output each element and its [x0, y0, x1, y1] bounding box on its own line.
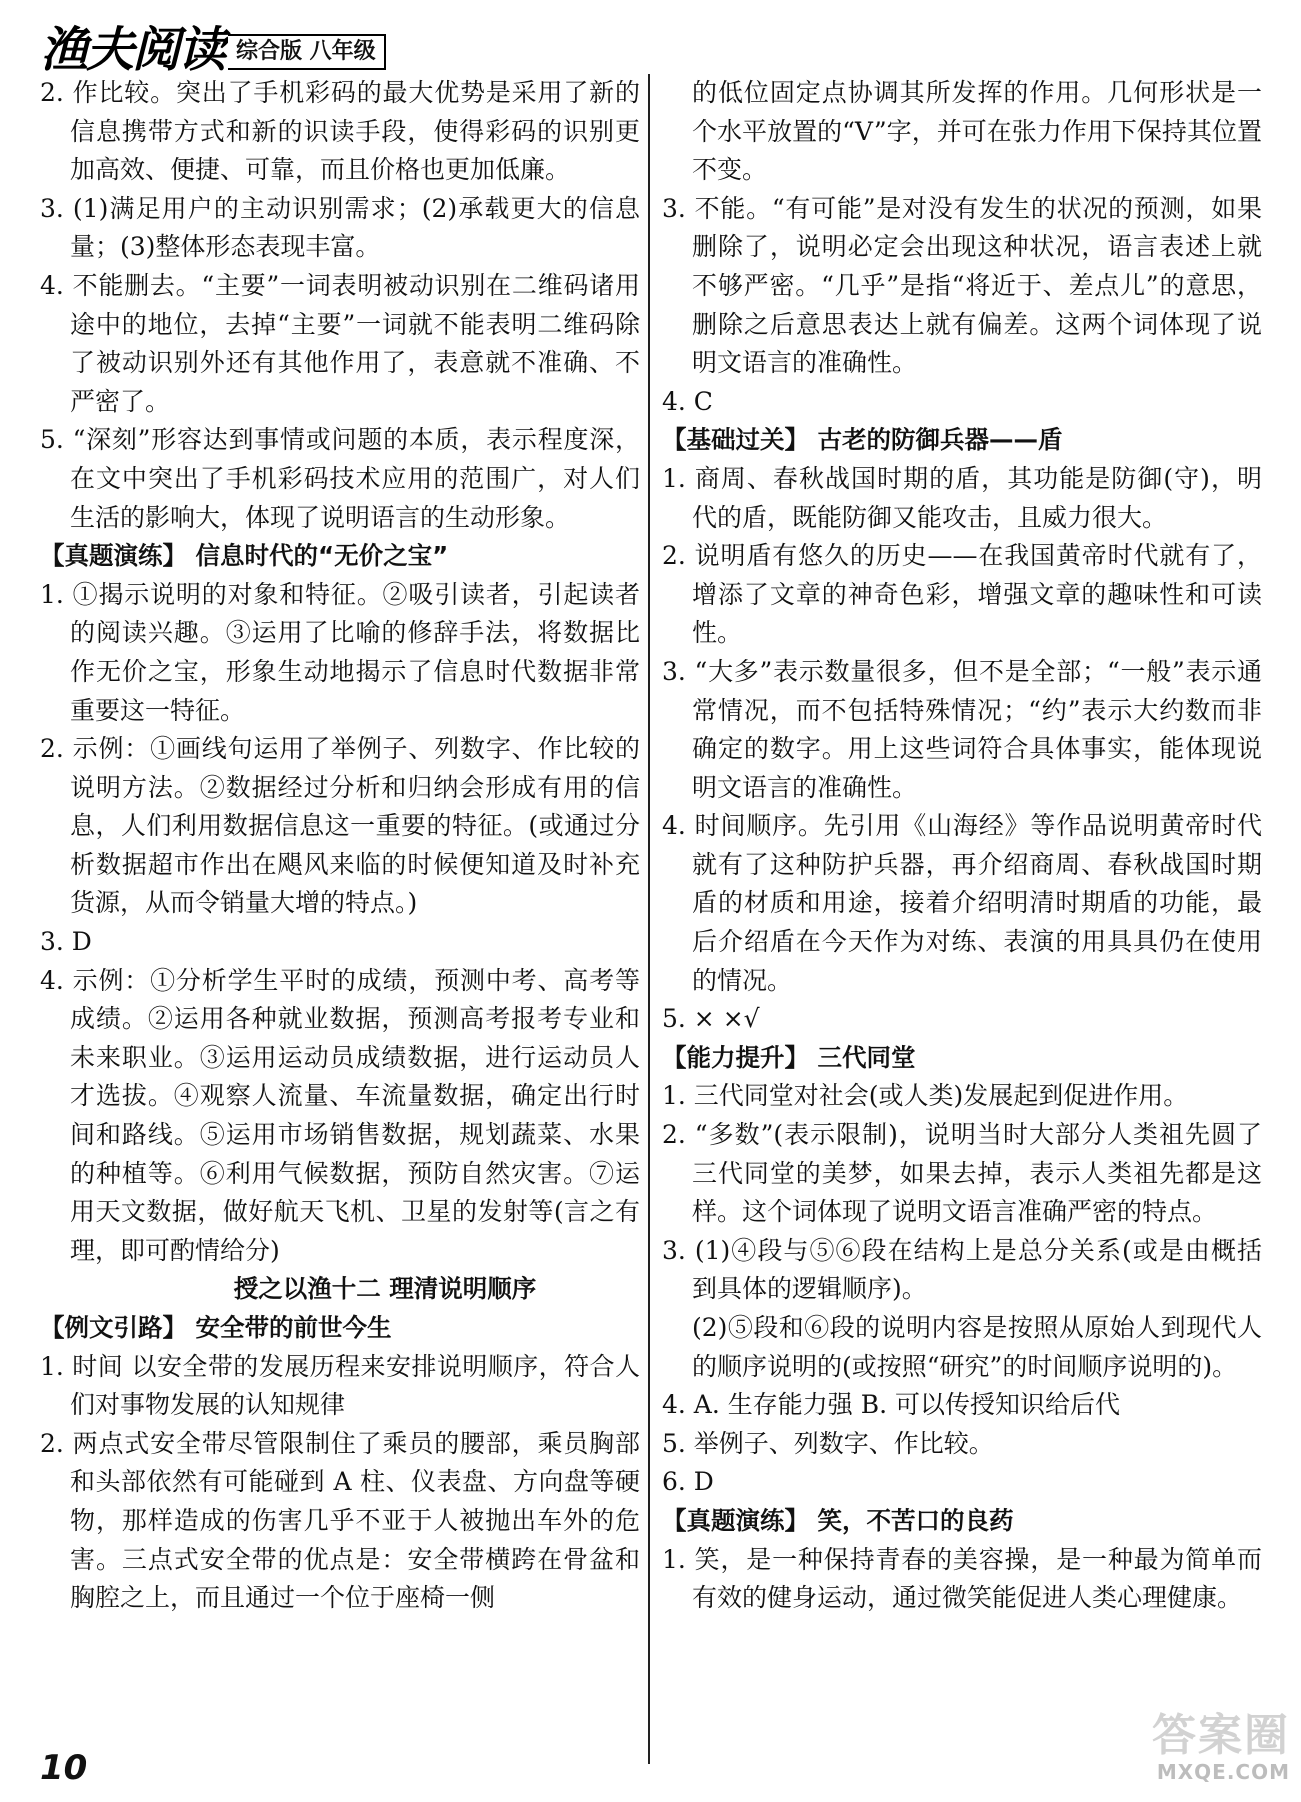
answer-item: 1. 商周、春秋战国时期的盾，其功能是防御(守)，明代的盾，既能防御又能攻击，且威力很大。 [662, 463, 1262, 532]
answer-subitem: (2)⑤段和⑥段的说明内容是按照从原始人到现代人的顺序说明的(或按照“研究”的时间顺序说明的)。 [692, 1313, 1262, 1381]
section-heading: 【能力提升】 三代同堂 [662, 1042, 916, 1072]
section-heading: 【真题演练】 笑，不苦口的良药 [662, 1505, 1014, 1535]
answer-item: 2. 说明盾有悠久的历史——在我国黄帝时代就有了，增添了文章的神奇色彩，增强文章的趣味性和可读性。 [662, 541, 1262, 648]
answer-item: 2. 作比较。突出了手机彩码的最大优势是采用了新的信息携带方式和新的识读手段，使得彩码的识别更加高效、便捷、可靠，而且价格也更加低廉。 [40, 78, 640, 185]
answer-item: 6. D [662, 1467, 714, 1497]
section-heading: 【真题演练】 信息时代的“无价之宝” [40, 541, 449, 571]
answer-item: 3. 不能。“有可能”是对没有发生的状况的预测，如果删除了，说明必定会出现这种状况，语言表述上就不够严密。“几乎”是指“将近于、差点儿”的意思，删除之后意思表达上就有偏差。这两个词体现了说明文语言的准确性。 [662, 193, 1262, 378]
answer-item: 4. C [662, 386, 713, 416]
page-header [40, 14, 386, 78]
answer-item: 1. 笑，是一种保持青春的美容操，是一种最为简单而有效的健身运动，通过微笑能促进人类心理健康。 [662, 1544, 1262, 1613]
answer-item: 3. D [40, 927, 92, 957]
site-watermark [1040, 1712, 1290, 1784]
answer-item: 3. (1)④段与⑤⑥段在结构上是总分关系(或是由概括到具体的逻辑顺序)。 [662, 1235, 1262, 1304]
edition-label: 综合版 八年级 [228, 34, 386, 70]
page-number: 10 [40, 1748, 88, 1788]
answer-item: 4. 不能删去。“主要”一词表明被动识别在二维码诸用途中的地位，去掉“主要”一词就不能表明二维码除了被动识别外还有其他作用了，表意就不准确、不严密了。 [40, 270, 640, 416]
answer-item: 4. 示例：①分析学生平时的成绩，预测中考、高考等成绩。②运用各种就业数据，预测高考报考专业和未来职业。③运用运动员成绩数据，进行运动员人才选拔。④观察人流量、车流量数据，确定出行时间和路线。⑤运用市场销售数据，规划蔬菜、水果的种植等。⑥利用气候数据，预防自然灾害。⑦运用天文数据，做好航天飞机、卫星的发射等(言之有理，即可酌情给分) [40, 965, 640, 1265]
answer-item: 2. 示例：①画线句运用了举例子、列数字、作比较的说明方法。②数据经过分析和归纳会形成有用的信息，人们利用数据信息这一重要的特征。(或通过分析数据超市作出在飓风来临的时候便知道及时补充货源，从而令销量大增的特点。) [40, 734, 640, 918]
left-column [40, 74, 640, 1618]
answer-item: 3. “大多”表示数量很多，但不是全部；“一般”表示通常情况，而不包括特殊情况；“约”表示大约数而非确定的数字。用上这些词符合具体事实，能体现说明文语言的准确性。 [662, 656, 1262, 802]
answer-item: 5. 举例子、列数字、作比较。 [662, 1428, 994, 1458]
section-heading: 【基础过关】 古老的防御兵器——盾 [662, 425, 1063, 455]
right-column [662, 74, 1262, 1618]
answer-item: 1. 时间 以安全带的发展历程来安排说明顺序，符合人们对事物发展的认知规律 [40, 1351, 640, 1420]
watermark-logo: 答案圈 [1152, 1710, 1290, 1761]
answer-item: 2. 两点式安全带尽管限制住了乘员的腰部，乘员胸部和头部依然有可能碰到 A 柱、仪表盘、方向盘等硬物，那样造成的伤害几乎不亚于人被抛出车外的危害。三点式安全带的优点是：安全带横跨在骨盆和胸腔之上，而且通过一个位于座椅一侧 [40, 1428, 640, 1613]
book-logo: 渔夫阅读 [40, 22, 225, 78]
answer-continuation: 的低位固定点协调其所发挥的作用。几何形状是一个水平放置的“V”字，并可在张力作用下保持其位置不变。 [692, 78, 1262, 185]
answer-item: 1. 三代同堂对社会(或人类)发展起到促进作用。 [662, 1081, 1189, 1111]
answer-item: 3. (1)满足用户的主动识别需求；(2)承载更大的信息量；(3)整体形态表现丰富。 [40, 193, 640, 262]
watermark-url: MXQE.COM [1156, 1760, 1290, 1784]
column-divider [648, 74, 650, 1764]
answer-item: 5. “深刻”形容达到事情或问题的本质，表示程度深，在文中突出了手机彩码技术应用的范围广，对人们生活的影响大，体现了说明语言的生动形象。 [40, 425, 640, 532]
answer-item: 2. “多数”(表示限制)，说明当时大部分人类祖先圆了三代同堂的美梦，如果去掉，表示人类祖先都是这样。这个词体现了说明文语言准确严密的特点。 [662, 1120, 1262, 1227]
answer-item: 5. × ×√ [662, 1004, 760, 1034]
chapter-title: 授之以渔十二 理清说明顺序 [233, 1274, 537, 1304]
answer-item: 4. 时间顺序。先引用《山海经》等作品说明黄帝时代就有了这种防护兵器，再介绍商周、春秋战国时期盾的材质和用途，接着介绍明清时期盾的功能，最后介绍盾在今天作为对练、表演的用具具仍在使用的情况。 [662, 811, 1262, 995]
answer-item: 4. A. 生存能力强 B. 可以传授知识给后代 [662, 1390, 1120, 1420]
section-heading: 【例文引路】 安全带的前世今生 [40, 1313, 392, 1342]
answer-item: 1. ①揭示说明的对象和特征。②吸引读者，引起读者的阅读兴趣。③运用了比喻的修辞手法，将数据比作无价之宝，形象生动地揭示了信息时代数据非常重要这一特征。 [40, 579, 640, 725]
